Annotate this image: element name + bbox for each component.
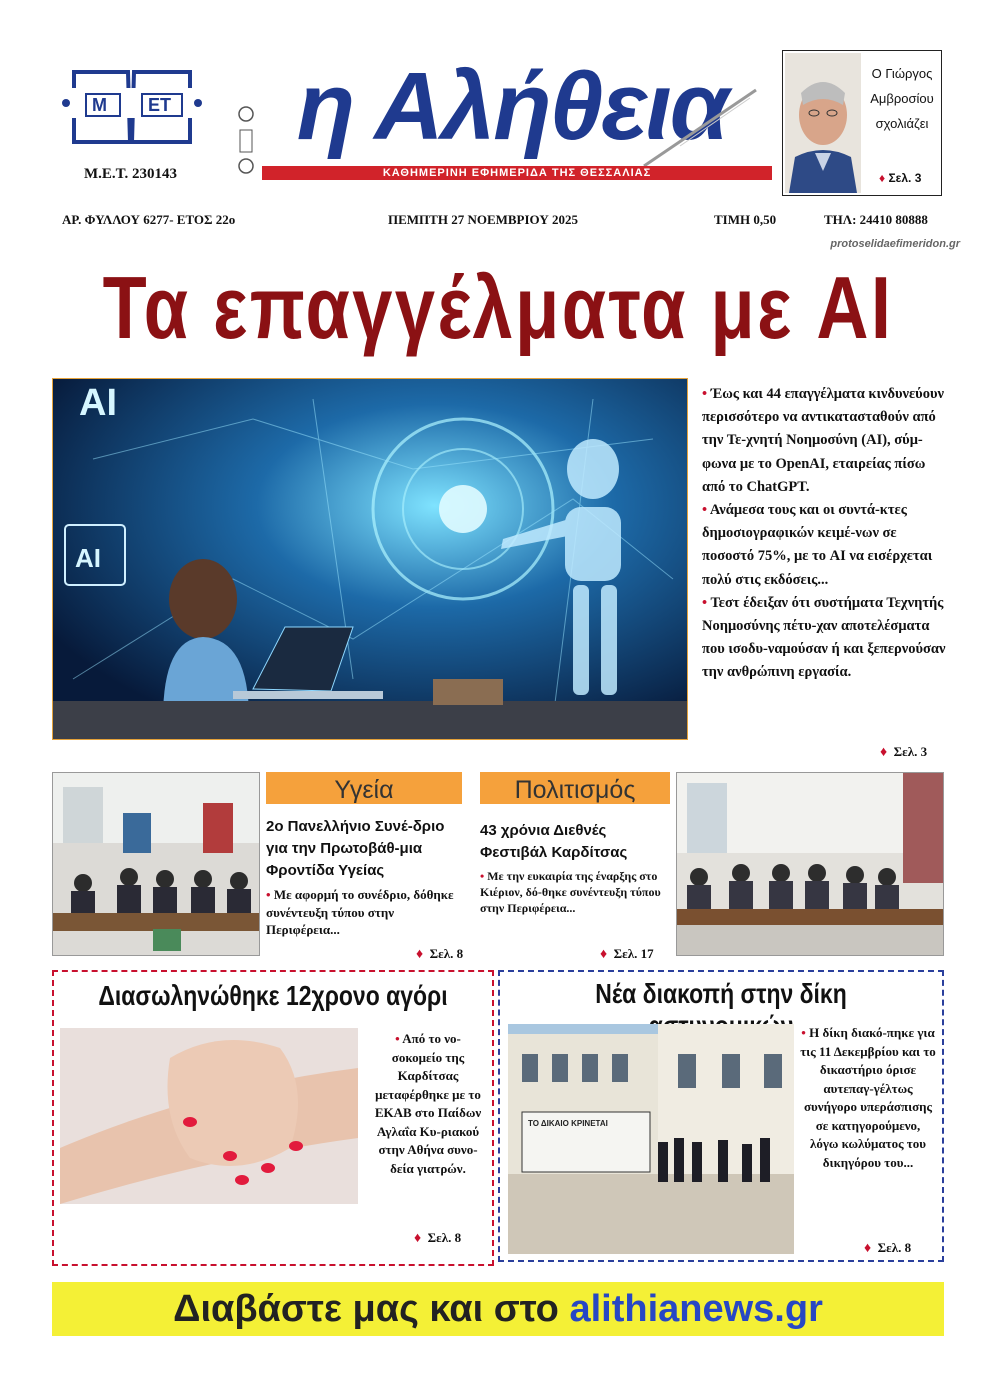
met-code: Μ.Ε.Τ. 230143 xyxy=(84,166,178,182)
health-page-ref[interactable]: ♦ Σελ. 8 xyxy=(416,946,464,962)
issue-date: ΠΕΜΠΤΗ 27 ΝΟΕΜΒΡΙΟΥ 2025 xyxy=(388,212,578,227)
columnist-line3: σχολιάζει xyxy=(875,116,929,131)
bullet-icon: • xyxy=(801,1025,806,1040)
columnist-photo xyxy=(785,53,861,193)
diamond-icon: ♦ xyxy=(880,745,888,760)
tab-culture[interactable]: Πολιτισμός xyxy=(480,772,670,804)
columnist-line2: Αμβροσίου xyxy=(870,91,934,106)
police-story-box xyxy=(498,970,944,1262)
main-bullet-2: Ανάμεσα τους και οι συντά-κτες δημοσιογραφικών κειμέ-νων σε ποσοστό 75%, με το AI να εισέρχεται πολύ στις εκδόσεις... xyxy=(702,502,933,588)
website-link[interactable]: alithianews.gr xyxy=(569,1288,823,1330)
main-story-page-ref[interactable]: ♦ Σελ. 3 xyxy=(880,744,928,760)
website-banner[interactable] xyxy=(52,1282,944,1336)
columnist-line1: Ο Γιώργος xyxy=(871,66,933,81)
image-label-ai-top: AI xyxy=(79,382,117,424)
culture-page-ref[interactable]: ♦ Σελ. 17 xyxy=(600,946,654,962)
bullet-icon: • xyxy=(266,887,271,902)
pen-nib-icon xyxy=(640,86,760,170)
health-story-photo[interactable] xyxy=(52,772,260,956)
police-story-title[interactable]: Νέα διακοπή στην δίκη xyxy=(595,978,847,1009)
main-story-image[interactable] xyxy=(52,378,688,740)
diamond-icon: ♦ xyxy=(879,171,886,185)
police-story-text: • Η δίκη διακό-πηκε για τις 11 Δεκεμβρίου και το δικαστήριο όρισε αυτεπαγ-γέλτως συνήγορο υπεράσπισης σε κατηγορούμενο, λόγω κωλύματος του δικηγόρου του... xyxy=(800,1025,936,1170)
price: ΤΙΜΗ 0,50 xyxy=(714,212,777,227)
main-bullet-1: Έως και 44 επαγγέλματα κινδυνεύουν περισσότερο να αντικατασταθούν από την Τε-χνητή Νοημοσύνη (AI), σύμ-φωνα με το OpenAI, εταιρείας πίσω από το ChatGPT. xyxy=(702,386,944,495)
police-page-ref[interactable]: ♦ Σελ. 8 xyxy=(864,1240,912,1256)
health-story-text: • Με αφορμή το συνέδριο, δόθηκε συνέντευξη τύπου στην Περιφέρεια... xyxy=(266,887,454,937)
issue-number: ΑΡ. ΦΥΛΛΟΥ 6277- ΕΤΟΣ 22ο xyxy=(62,212,236,227)
tab-health[interactable]: Υγεία xyxy=(266,772,462,804)
child-story-photo[interactable] xyxy=(60,1028,358,1204)
culture-story-photo[interactable] xyxy=(676,772,944,956)
diamond-icon: ♦ xyxy=(600,947,608,962)
met-logo-left: Μ xyxy=(92,95,107,115)
banner-prefix: Διαβάστε μας και στο xyxy=(173,1288,570,1330)
columnist-box[interactable] xyxy=(782,50,942,196)
press-seal-icon xyxy=(236,100,256,184)
child-page-ref[interactable]: ♦ Σελ. 8 xyxy=(414,1230,462,1246)
child-story-box xyxy=(52,970,494,1266)
columnist-page-ref: ♦ Σελ. 3 xyxy=(879,171,922,185)
protest-banner-text: ΤΟ ΔΙΚΑΙΟ ΚΡΙΝΕΤΑΙ xyxy=(528,1119,608,1128)
source-watermark: protoselidaefimeridon.gr xyxy=(830,238,960,250)
met-logo xyxy=(62,66,202,148)
police-story-photo[interactable] xyxy=(508,1024,794,1254)
bullet-icon: • xyxy=(395,1031,400,1046)
bullet-icon: • xyxy=(480,869,485,883)
diamond-icon: ♦ xyxy=(414,1231,422,1246)
child-story-text: • Από το νο-σοκομείο της Καρδίτσας μεταφέρθηκε με το ΕΚΑΒ στο Παίδων Αγλαΐα Κυ-ριακού στην Αθήνα συνο-δεία γιατρών. xyxy=(374,1031,482,1176)
image-label-ai-side: AI xyxy=(75,543,101,573)
masthead-title: η Αλήθεια xyxy=(296,53,728,160)
bullet-icon: • xyxy=(702,594,708,611)
diamond-icon: ♦ xyxy=(864,1241,872,1256)
child-story-title[interactable]: Διασωληνώθηκε 12χρονο αγόρι xyxy=(98,980,448,1011)
culture-story-text: • Με την ευκαιρία της έναρξης στο Κιέριον, δό-θηκε συνέντευξη τύπου στην Περιφέρεια... xyxy=(480,869,661,915)
bullet-icon: • xyxy=(702,386,708,402)
culture-story-title[interactable]: 43 χρόνια Διεθνές Φεστιβάλ Καρδίτσας xyxy=(480,822,628,861)
main-headline[interactable]: Τα επαγγέλματα με AI xyxy=(102,258,894,357)
bullet-icon: • xyxy=(702,502,708,519)
main-story-text xyxy=(702,383,948,685)
diamond-icon: ♦ xyxy=(416,947,424,962)
met-logo-right: ΕΤ xyxy=(148,95,172,115)
phone: ΤΗΛ: 24410 80888 xyxy=(824,212,928,227)
main-bullet-3: Τεστ έδειξαν ότι συστήματα Τεχνητής Νοημοσύνης πέτυ-χαν αποτελέσματα που ισοδυ-ναμούσαν ή και ξεπερνούσαν την ανθρώπινη εργασία. xyxy=(702,594,946,681)
health-story-title[interactable]: 2ο Πανελλήνιο Συνέ-δριο για την Πρωτοβάθ-μια Φροντίδα Υγείας xyxy=(266,818,445,879)
masthead-subtitle: ΚΑΘΗΜΕΡΙΝΗ ΕΦΗΜΕΡΙΔΑ ΤΗΣ ΘΕΣΣΑΛΙΑΣ xyxy=(262,166,772,180)
